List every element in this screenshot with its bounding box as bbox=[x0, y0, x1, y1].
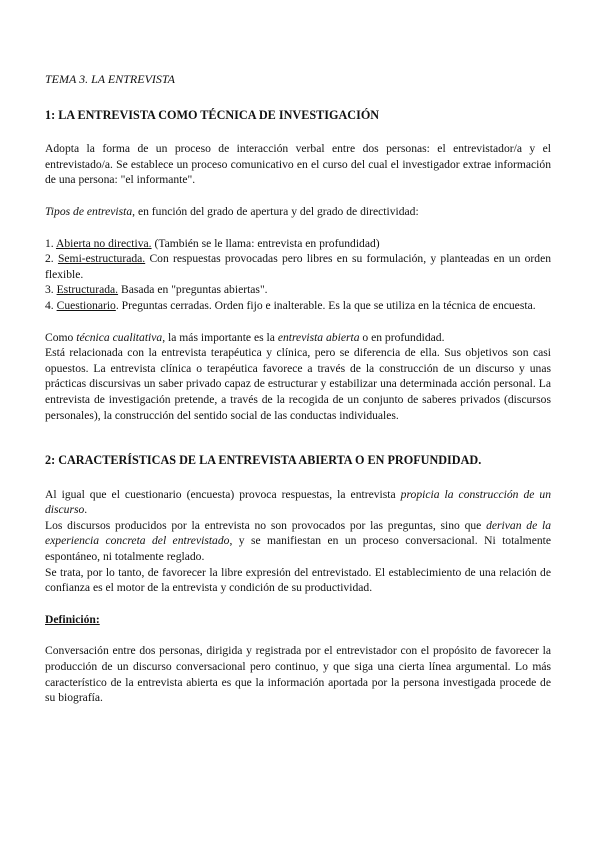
text-run: derivan de la experiencia concreta del entrevistado bbox=[45, 518, 551, 548]
document-body bbox=[45, 72, 551, 706]
document-title: TEMA 3. LA ENTREVISTA bbox=[45, 72, 176, 86]
text-run: propicia la construcción de un discurso bbox=[45, 487, 551, 517]
types-label: Tipos de entrevista bbox=[45, 204, 133, 218]
text-run: Como bbox=[45, 330, 77, 344]
clinical-comparison-paragraph: Está relacionada con la entrevista terapéutica y clínica, pero se diferencia de ella. Sus objetivos son casi opuestos. La entrevista clínica o terapéutica favorece a través de la construcción de un discurso y unas prácticas discursivas un saber privado capaz de estructurar y estabilizar una determinada acción personal. La entrevista de investigación pretende, a través de la recogida de un conjunto de saberes privados (discursos personales), la construcción del sentido social de las conductas individuales. bbox=[45, 346, 551, 422]
section2-paragraph-3: Se trata, por lo tanto, de favorecer la libre expresión del entrevistado. El establecimiento de una relación de confianza es el motor de la entrevista y condición de su productividad. bbox=[45, 565, 551, 595]
section1-heading: 1: LA ENTREVISTA COMO TÉCNICA DE INVESTIGACIÓN bbox=[45, 107, 380, 122]
types-intro bbox=[45, 204, 551, 220]
section2-paragraph-1 bbox=[45, 487, 551, 518]
text-run: Al igual que el cuestionario (encuesta) provoca respuestas, la entrevista bbox=[45, 487, 401, 501]
list-item bbox=[45, 251, 551, 282]
list-item-term: Estructurada. bbox=[56, 283, 119, 297]
text-run: , y se manifiestan en un proceso conversacional. Ni totalmente espontáneo, ni totalmente reglado. bbox=[45, 534, 551, 564]
list-item-term: Cuestionario bbox=[56, 298, 116, 312]
list-item-description: (También se le llama: entrevista en profundidad) bbox=[151, 236, 380, 250]
text-run: entrevista abierta bbox=[277, 330, 360, 344]
list-item-term: Semi-estructurada. bbox=[57, 252, 146, 266]
text-run: o en profundidad. bbox=[359, 330, 445, 344]
definition-text: Conversación entre dos personas, dirigida y registrada por el entrevistador con el propósito de favorecer la producción de un discurso conversacional pero continuo, y que siga una cierta línea argumental. Lo más característico de la entrevista abierta es que la información aportada por la persona investigada procede de su biografía. bbox=[45, 644, 551, 705]
definition-label: Definición: bbox=[45, 612, 100, 626]
list-item-number: 2. bbox=[45, 252, 58, 266]
list-item-number: 3. bbox=[45, 283, 57, 297]
types-rest: , en función del grado de apertura y del grado de directividad: bbox=[132, 204, 419, 218]
qualitative-technique-line bbox=[45, 330, 551, 346]
types-list bbox=[45, 236, 551, 314]
list-item-description: Con respuestas provocadas pero libres en su formulación, y planteadas en un orden flexible. bbox=[45, 252, 552, 281]
text-run: Los discursos producidos por la entrevista no son provocados por las preguntas, sino que bbox=[45, 518, 487, 532]
list-item-number: 4. bbox=[45, 298, 57, 312]
list-item-number: 1. bbox=[45, 236, 56, 250]
section1-intro: Adopta la forma de un proceso de interacción verbal entre dos personas: el entrevistador/a y el entrevistado/a. Se establece un proceso comunicativo en el curso del cual el investigador extrae información de una persona: "el informante". bbox=[45, 142, 551, 187]
list-item-description: . Preguntas cerradas. Orden fijo e inalterable. Es la que se utiliza en la técnica de encuesta. bbox=[115, 298, 536, 312]
list-item-term: Abierta no directiva. bbox=[55, 236, 152, 250]
list-item bbox=[45, 236, 551, 252]
list-item-description: Basada en "preguntas abiertas". bbox=[118, 283, 268, 297]
text-run: técnica cualitativa bbox=[76, 330, 163, 344]
text-run: , la más importante es la bbox=[162, 330, 278, 344]
list-item bbox=[45, 282, 551, 298]
list-item bbox=[45, 298, 551, 314]
text-run: . bbox=[84, 503, 88, 517]
section2-heading: 2: CARACTERÍSTICAS DE LA ENTREVISTA ABIERTA O EN PROFUNDIDAD. bbox=[45, 453, 482, 468]
section2-paragraph-2 bbox=[45, 518, 551, 565]
